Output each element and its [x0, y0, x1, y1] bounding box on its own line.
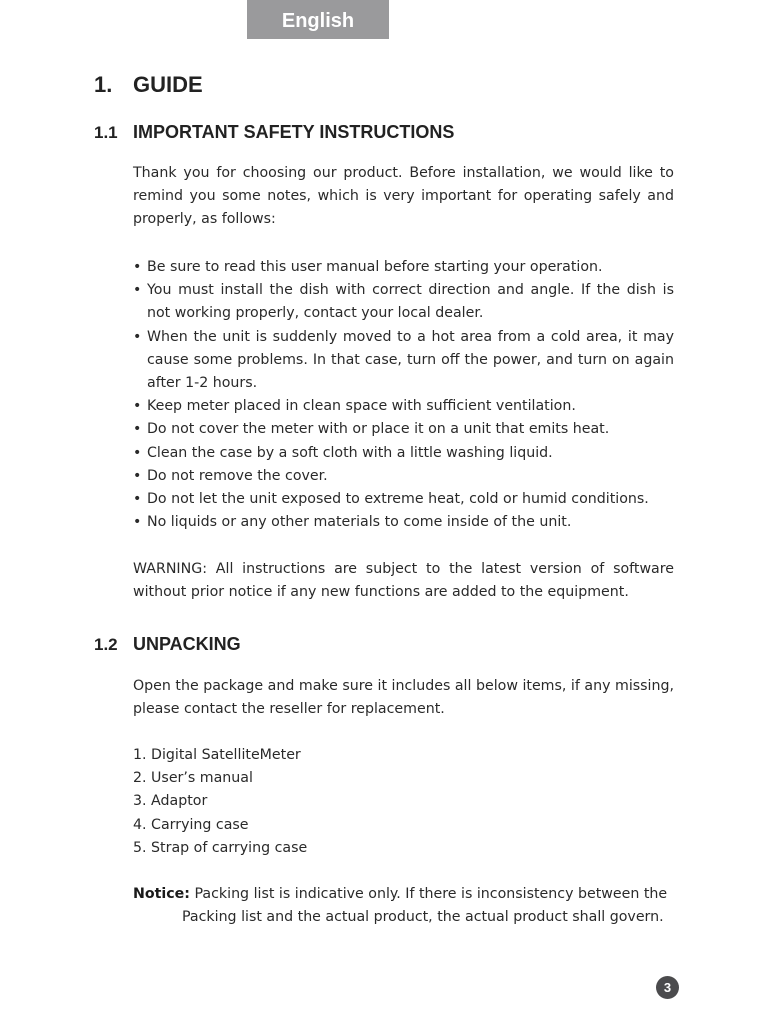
subsection-heading-unpacking: [94, 634, 241, 655]
unpacking-intro-paragraph: [133, 675, 674, 721]
list-item: • Do not cover the meter with or place it on a unit that emits heat.: [133, 418, 674, 441]
list-item: 5. Strap of carrying case: [133, 839, 308, 856]
list-item: • Do not let the unit exposed to extreme heat, cold or humid conditions.: [133, 488, 674, 511]
notice-text-line2: Packing list and the actual product, the actual product shall govern.: [182, 909, 664, 926]
list-item: 3. Adaptor: [133, 793, 208, 810]
list-item: 4. Carrying case: [133, 816, 249, 833]
subsection-heading-safety: [94, 122, 454, 143]
notice-label: Notice:: [133, 886, 190, 902]
package-items-list: [133, 744, 307, 860]
page-number-badge: 3: [656, 976, 679, 999]
list-item: 1. Digital SatelliteMeter: [133, 747, 301, 763]
subsection-title: IMPORTANT SAFETY INSTRUCTIONS: [133, 122, 455, 142]
list-item: • Do not remove the cover.: [133, 465, 674, 488]
list-item: • You must install the dish with correct direction and angle. If the dish is not working properly, contact your local dealer.: [133, 279, 674, 325]
list-item: • Be sure to read this user manual before starting your operation.: [133, 256, 674, 279]
safety-intro-text: Thank you for choosing our product. Before installation, we would like to remind you some notes, which is very important for operating safely and properly, as follows:: [133, 165, 674, 228]
subsection-number: 1.2: [94, 635, 118, 654]
unpacking-intro-text: Open the package and make sure it includes all below items, if any missing, please contact the reseller for replacement.: [133, 678, 674, 718]
list-item: • When the unit is suddenly moved to a hot area from a cold area, it may cause some problems. In that case, turn off the power, and turn on again after 1-2 hours.: [133, 326, 674, 396]
notice-block: [133, 883, 674, 929]
list-item: • Clean the case by a soft cloth with a little washing liquid.: [133, 442, 674, 465]
list-item: 2. User’s manual: [133, 770, 253, 787]
subsection-title: UNPACKING: [133, 634, 241, 654]
list-item: • Keep meter placed in clean space with sufficient ventilation.: [133, 395, 674, 418]
warning-text: WARNING: All instructions are subject to the latest version of software without prior notice if any new functions are added to the equipment.: [133, 561, 674, 601]
safety-bullet-list: [133, 256, 674, 534]
section-number: 1.: [94, 72, 113, 97]
safety-intro-paragraph: [133, 162, 674, 232]
section-heading-guide: [94, 72, 203, 98]
language-tab: English: [247, 0, 389, 39]
notice-text-line1: Packing list is indicative only. If there is inconsistency between the: [194, 886, 668, 902]
subsection-number: 1.1: [94, 123, 118, 142]
section-title: GUIDE: [133, 72, 203, 97]
list-item: • No liquids or any other materials to come inside of the unit.: [133, 511, 674, 534]
warning-paragraph: [133, 558, 674, 604]
